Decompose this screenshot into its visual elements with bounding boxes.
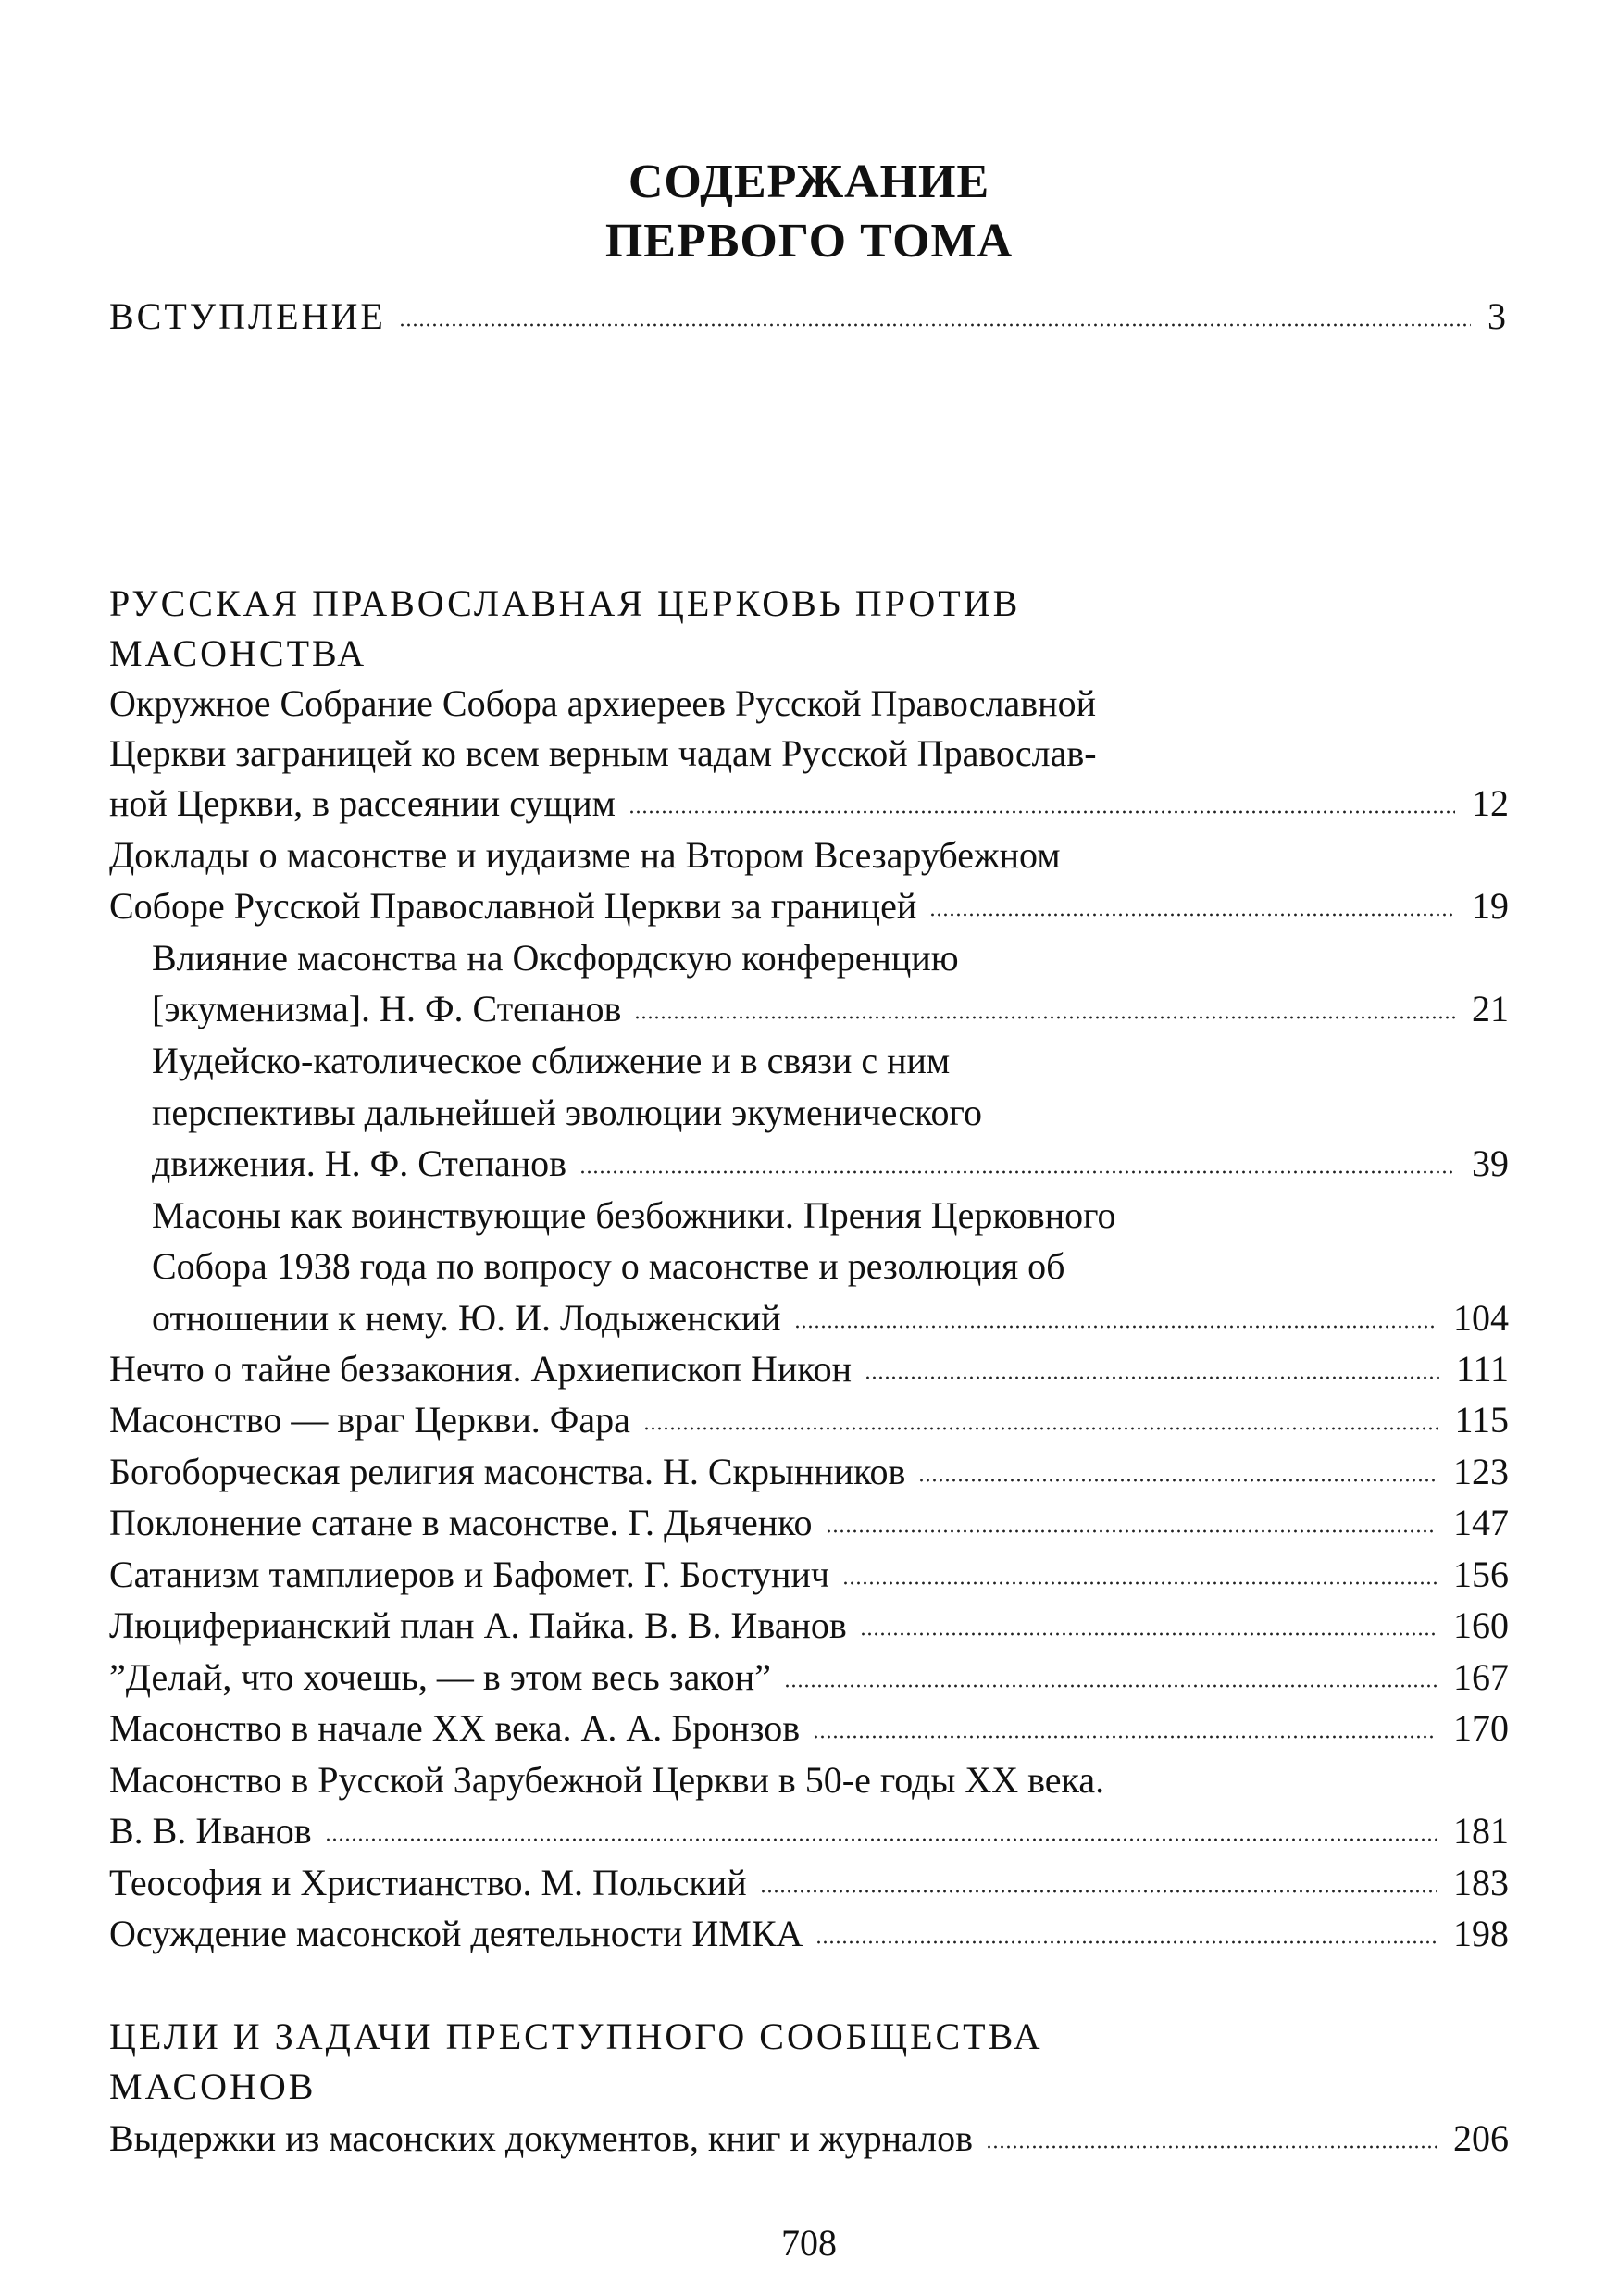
toc-page-number: 160 [1453,1604,1509,1646]
toc-page-number: 198 [1453,1913,1509,1954]
toc-entry[interactable]: Выдержки из масонских документов, книг и журналов 206 [109,2114,1509,2164]
dot-leader [860,1630,1437,1638]
toc-entry[interactable]: Соборе Русской Православной Церкви за границей 19 [109,881,1509,931]
toc-entry[interactable]: Сатанизм тамплиеров и Бафомет. Г. Бостунич 156 [109,1550,1509,1600]
toc-entry[interactable]: Теософия и Христианство. М. Польский 183 [109,1858,1509,1908]
toc-entry-line: Окружное Собрание Собора архиереев Русской Православной [109,682,1096,724]
toc-page-number: 21 [1472,988,1509,1029]
toc-page-number: 104 [1453,1297,1509,1339]
section-heading-2-line-1: ЦЕЛИ И ЗАДАЧИ ПРЕСТУПНОГО СООБЩЕСТВА [109,2015,1043,2057]
dot-leader [918,1477,1437,1484]
dot-leader [842,1579,1437,1587]
toc-page-number: 183 [1453,1862,1509,1903]
toc-subentry[interactable]: движения. Н. Ф. Степанов 39 [152,1139,1509,1189]
toc-entry[interactable]: ной Церкви, в рассеянии сущим 12 [109,779,1509,829]
dot-leader [815,1939,1437,1946]
section-heading-1-line-2: МАСОНСТВА [109,632,367,674]
toc-entry[interactable]: Масонство в начале XX века. А. А. Бронзов 170 [109,1703,1509,1753]
toc-page-number: 156 [1453,1554,1509,1595]
toc-page-number: 170 [1453,1707,1509,1749]
toc-page-number: 39 [1472,1142,1509,1184]
toc-subentry-line: Собора 1938 года по вопросу о масонстве и резолюция об [152,1245,1065,1287]
dot-leader [325,1836,1437,1843]
dot-leader [629,808,1455,816]
toc-page-number: 3 [1487,295,1509,337]
toc-entry[interactable]: Нечто о тайне беззакония. Архиепископ Никон 111 [109,1344,1509,1394]
dot-leader [643,1425,1438,1432]
toc-page-number: 19 [1472,885,1509,927]
toc-entry[interactable]: Люциферианский план А. Пайка. В. В. Иванов 160 [109,1601,1509,1651]
dot-leader [986,2143,1437,2151]
toc-title-line-2: ПЕРВОГО ТОМА [604,215,1014,268]
toc-subentry[interactable]: [экуменизма]. Н. Ф. Степанов 21 [152,984,1509,1034]
dot-leader [794,1323,1437,1330]
toc-entry-intro[interactable] [109,292,1509,342]
toc-entry[interactable]: Масонство — враг Церкви. Фара 115 [109,1395,1509,1445]
section-heading-1-line-1: РУССКАЯ ПРАВОСЛАВНАЯ ЦЕРКОВЬ ПРОТИВ [109,582,1021,624]
toc-title-line-1: СОДЕРЖАНИЕ [628,156,990,208]
toc-entry-line: Доклады о масонстве и иудаизме на Втором Всезарубежном [109,834,1061,876]
toc-subentry[interactable]: отношении к нему. Ю. И. Лодыженский 104 [152,1293,1509,1343]
dot-leader [760,1888,1437,1895]
toc-page-number: 115 [1454,1399,1509,1441]
toc-page-number: 167 [1453,1656,1509,1698]
dot-leader [579,1168,1455,1176]
toc-entry[interactable]: ”Делай, что хочешь, — в этом весь закон” 167 [109,1653,1509,1703]
toc-page-number: 123 [1453,1451,1509,1492]
toc-page-number: 12 [1472,782,1509,824]
dot-leader [826,1528,1437,1535]
toc-subentry-line: перспективы дальнейшей эволюции экуменического [152,1092,982,1133]
toc-entry[interactable]: Поклонение сатане в масонстве. Г. Дьяченко 147 [109,1498,1509,1548]
toc-subentry-line: Иудейско-католическое сближение и в связи с ним [152,1040,951,1081]
toc-page-number: 181 [1453,1810,1509,1852]
toc-entry[interactable]: Богоборческая религия масонства. Н. Скрынников 123 [109,1447,1509,1497]
dot-leader [865,1374,1439,1381]
dot-leader [813,1733,1437,1741]
section-heading-2-line-2: МАСОНОВ [109,2065,317,2107]
dot-leader [929,911,1455,918]
toc-subentry-line: Масоны как воинствующие безбожники. Прения Церковного [152,1194,1116,1236]
page-folio-number: 708 [781,2222,837,2264]
toc-entry-text: ВСТУПЛЕНИЕ [109,295,386,337]
toc-entry-line: Церкви заграницей ко всем верным чадам Русской Православ- [109,732,1097,774]
toc-page-number: 111 [1455,1348,1509,1390]
toc-subentry-line: Влияние масонства на Оксфордскую конференцию [152,937,959,979]
dot-leader [784,1682,1437,1690]
toc-page-number: 147 [1453,1502,1509,1543]
toc-entry-line: Масонство в Русской Зарубежной Церкви в 50-е годы XX века. [109,1759,1105,1801]
toc-entry[interactable]: В. В. Иванов 181 [109,1806,1509,1856]
dot-leader [399,321,1471,329]
toc-page-number: 206 [1453,2117,1509,2159]
toc-entry[interactable]: Осуждение масонской деятельности ИМКА 198 [109,1909,1509,1959]
dot-leader [634,1014,1455,1021]
